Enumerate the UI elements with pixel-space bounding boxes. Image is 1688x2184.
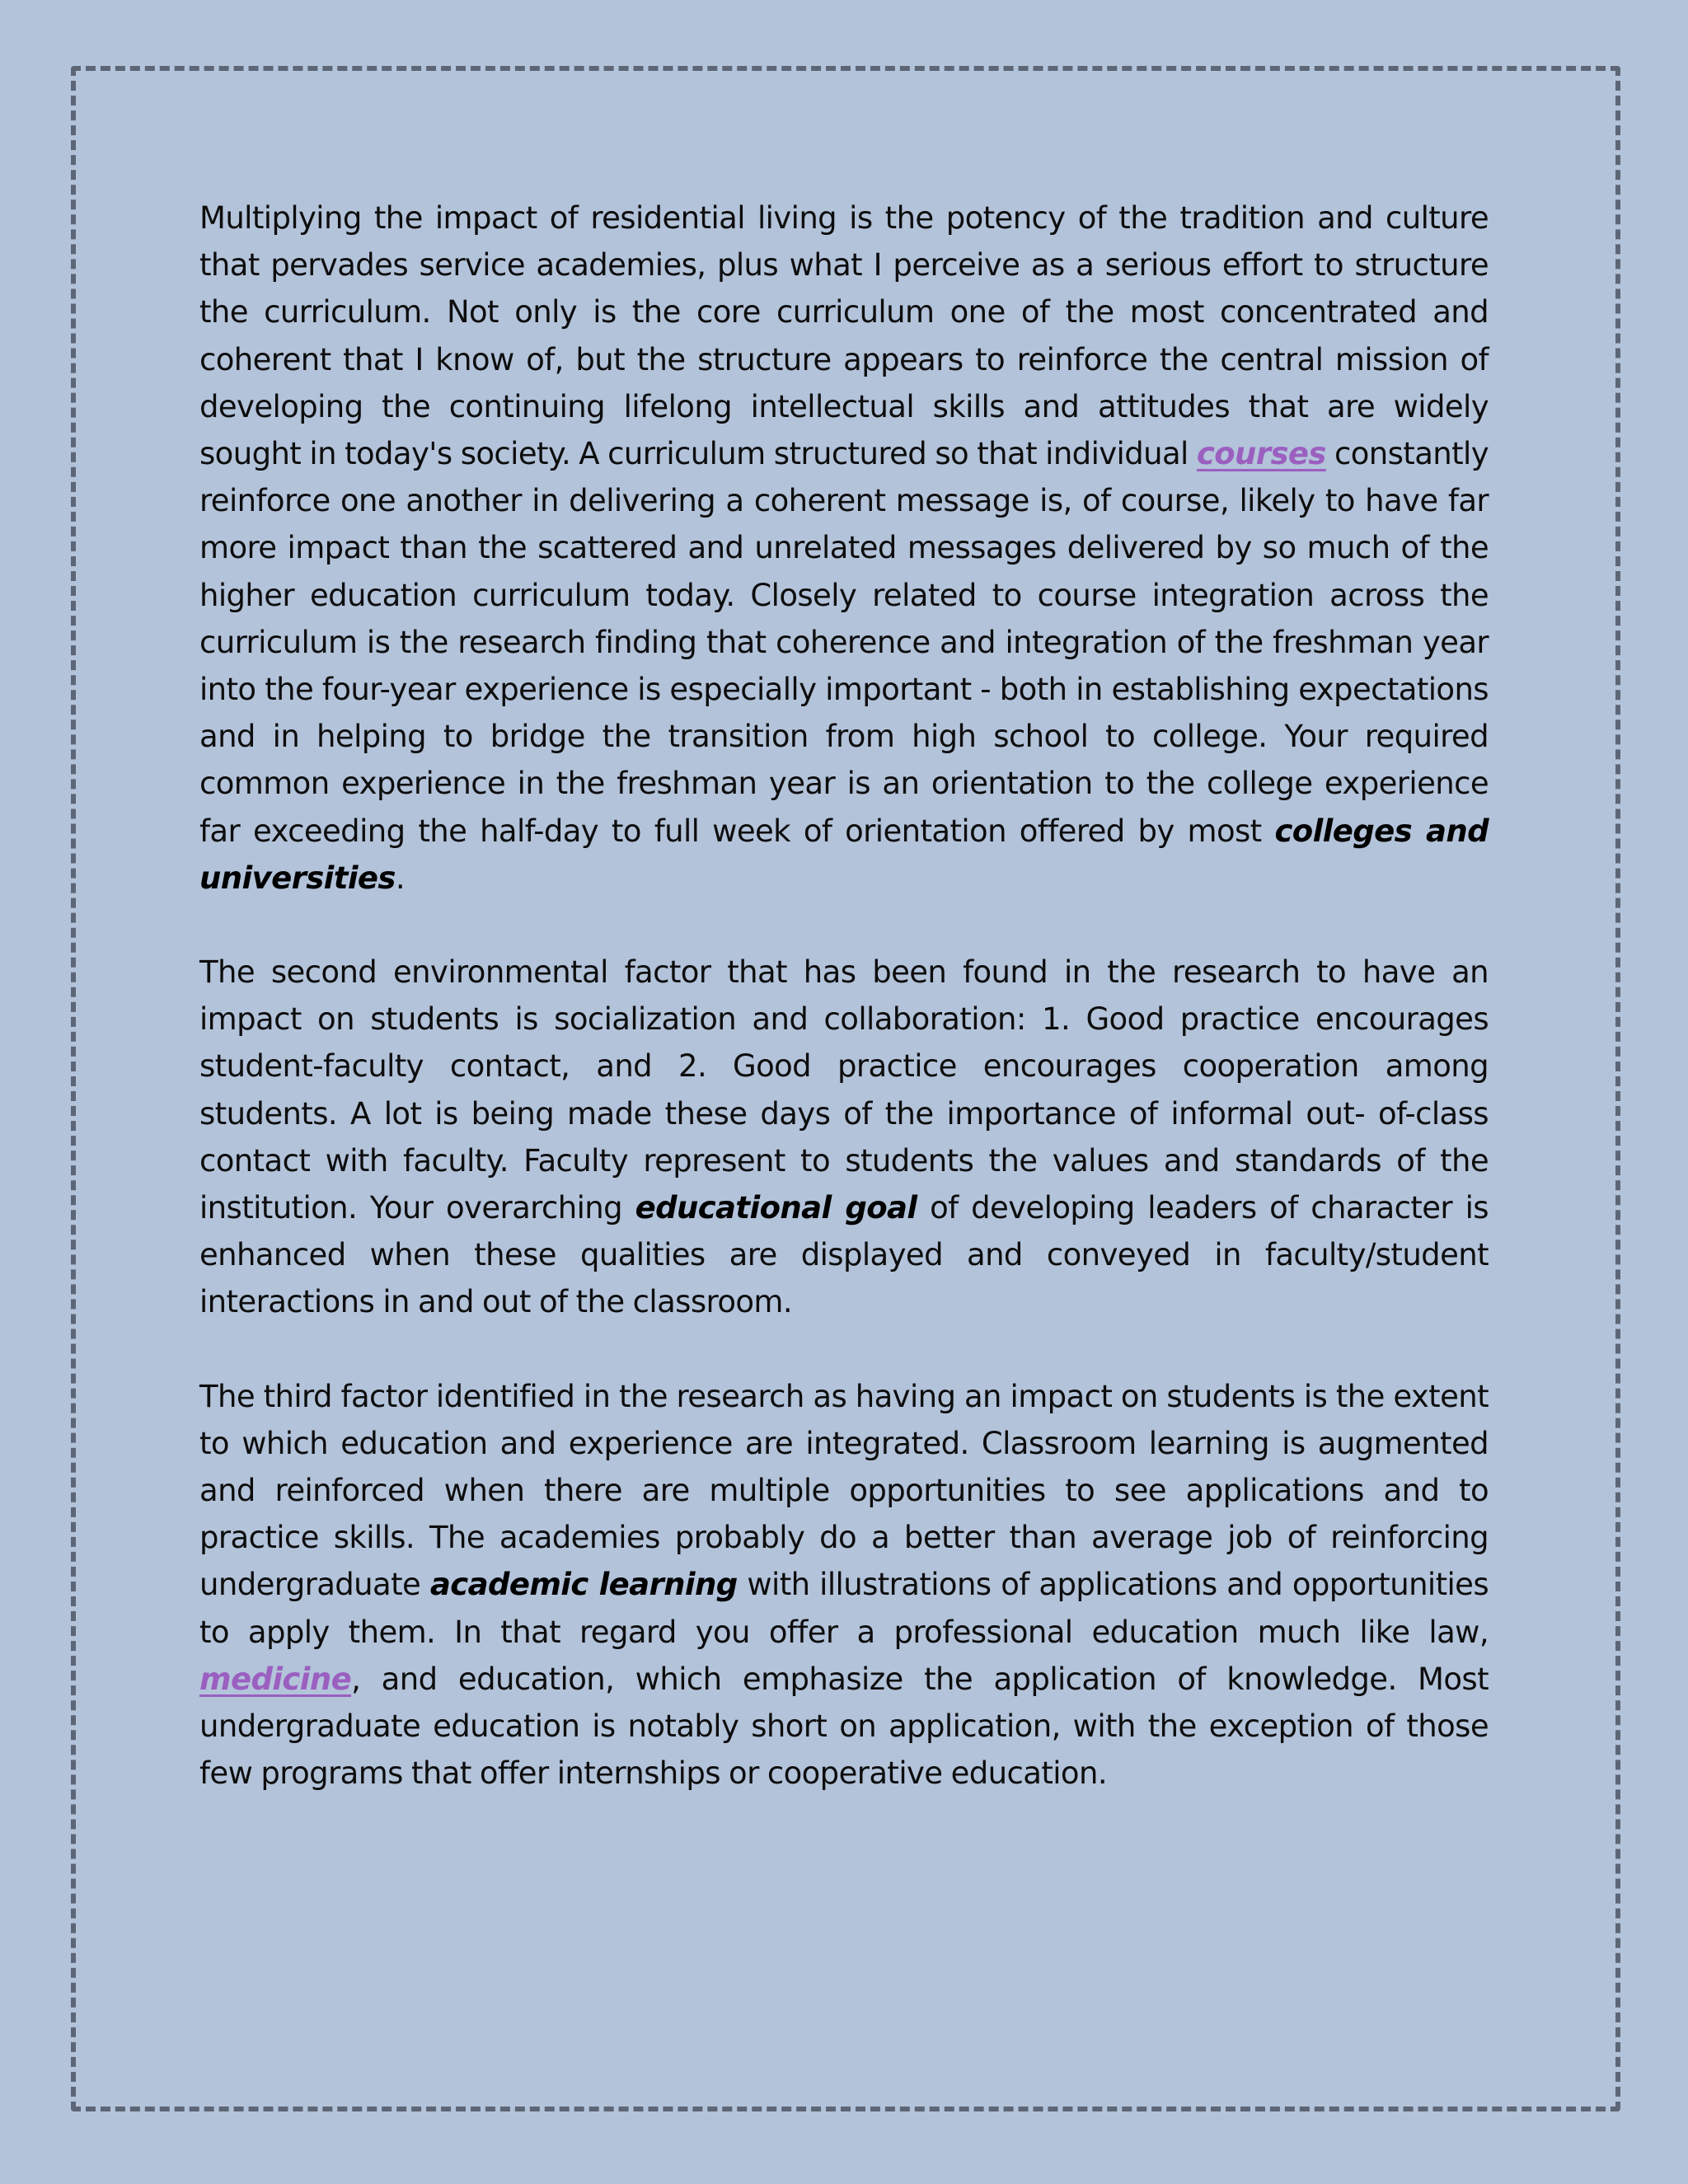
- emphasis-educational-goal: educational goal: [635, 1190, 917, 1226]
- paragraph-2: [199, 949, 1489, 1326]
- text-run: Multiplying the impact of residential living is the potency of the tradition and culture that pervades service academies, plus what I perceive as a serious effort to structure the curriculum. Not only is the core curriculum one of the most concentrated and coherent that I know of, but the structure appears to reinforce the central mission of developing the continuing lifelong intellectual skills and attitudes that are widely sought in today's society. A curriculum structured so that individual: [199, 200, 1489, 472]
- text-run: .: [395, 860, 405, 896]
- paragraph-3: [199, 1373, 1489, 1797]
- text-run: The third factor identified in the research as having an impact on students is the extent to which education and experience are integrated. Classroom learning is augmented and reinforced when there are multiple opportunities to see applications and to practice skills. The academies probably do a better than average job of reinforcing undergraduate: [199, 1378, 1489, 1603]
- emphasis-academic-learning: academic learning: [429, 1567, 738, 1603]
- paragraph-1: [199, 194, 1489, 902]
- document-body: [199, 194, 1489, 1844]
- text-run: of developing leaders of character is enhanced when these qualities are displayed and conveyed in faculty/student interactions in and out of the classroom.: [199, 1190, 1489, 1320]
- text-run: with illustrations of applications and opportunities to apply them. In that regard you offer a professional education much like law,: [199, 1567, 1489, 1650]
- text-run: , and education, which emphasize the application of knowledge. Most undergraduate education is notably short on application, with the exception of those few programs that offer internships or cooperative education.: [199, 1661, 1489, 1792]
- emphasis-colleges-and-universities: colleges and universities: [199, 813, 1489, 896]
- text-run: The second environmental factor that has been found in the research to have an impact on students is socialization and collaboration: 1. Good practice encourages student-faculty contact, and 2. Good practice encourages cooperation among students. A lot is being made these days of the importance of informal out- of-class contact with faculty. Faculty represent to students the values and standards of the institution. Your overarching: [199, 954, 1489, 1226]
- courses-link[interactable]: courses: [1196, 436, 1326, 472]
- text-run: constantly reinforce one another in delivering a coherent message is, of course, likely to have far more impact than the scattered and unrelated messages delivered by so much of the higher education curriculum today. Closely related to course integration across the curriculum is the research finding that coherence and integration of the freshman year into the four-year experience is especially important - both in establishing expectations and in helping to bridge the transition from high school to college. Your required common experience in the freshman year is an orientation to the college experience far exceeding the half-day to full week of orientation offered by most: [199, 436, 1489, 849]
- medicine-link[interactable]: medicine: [199, 1661, 352, 1697]
